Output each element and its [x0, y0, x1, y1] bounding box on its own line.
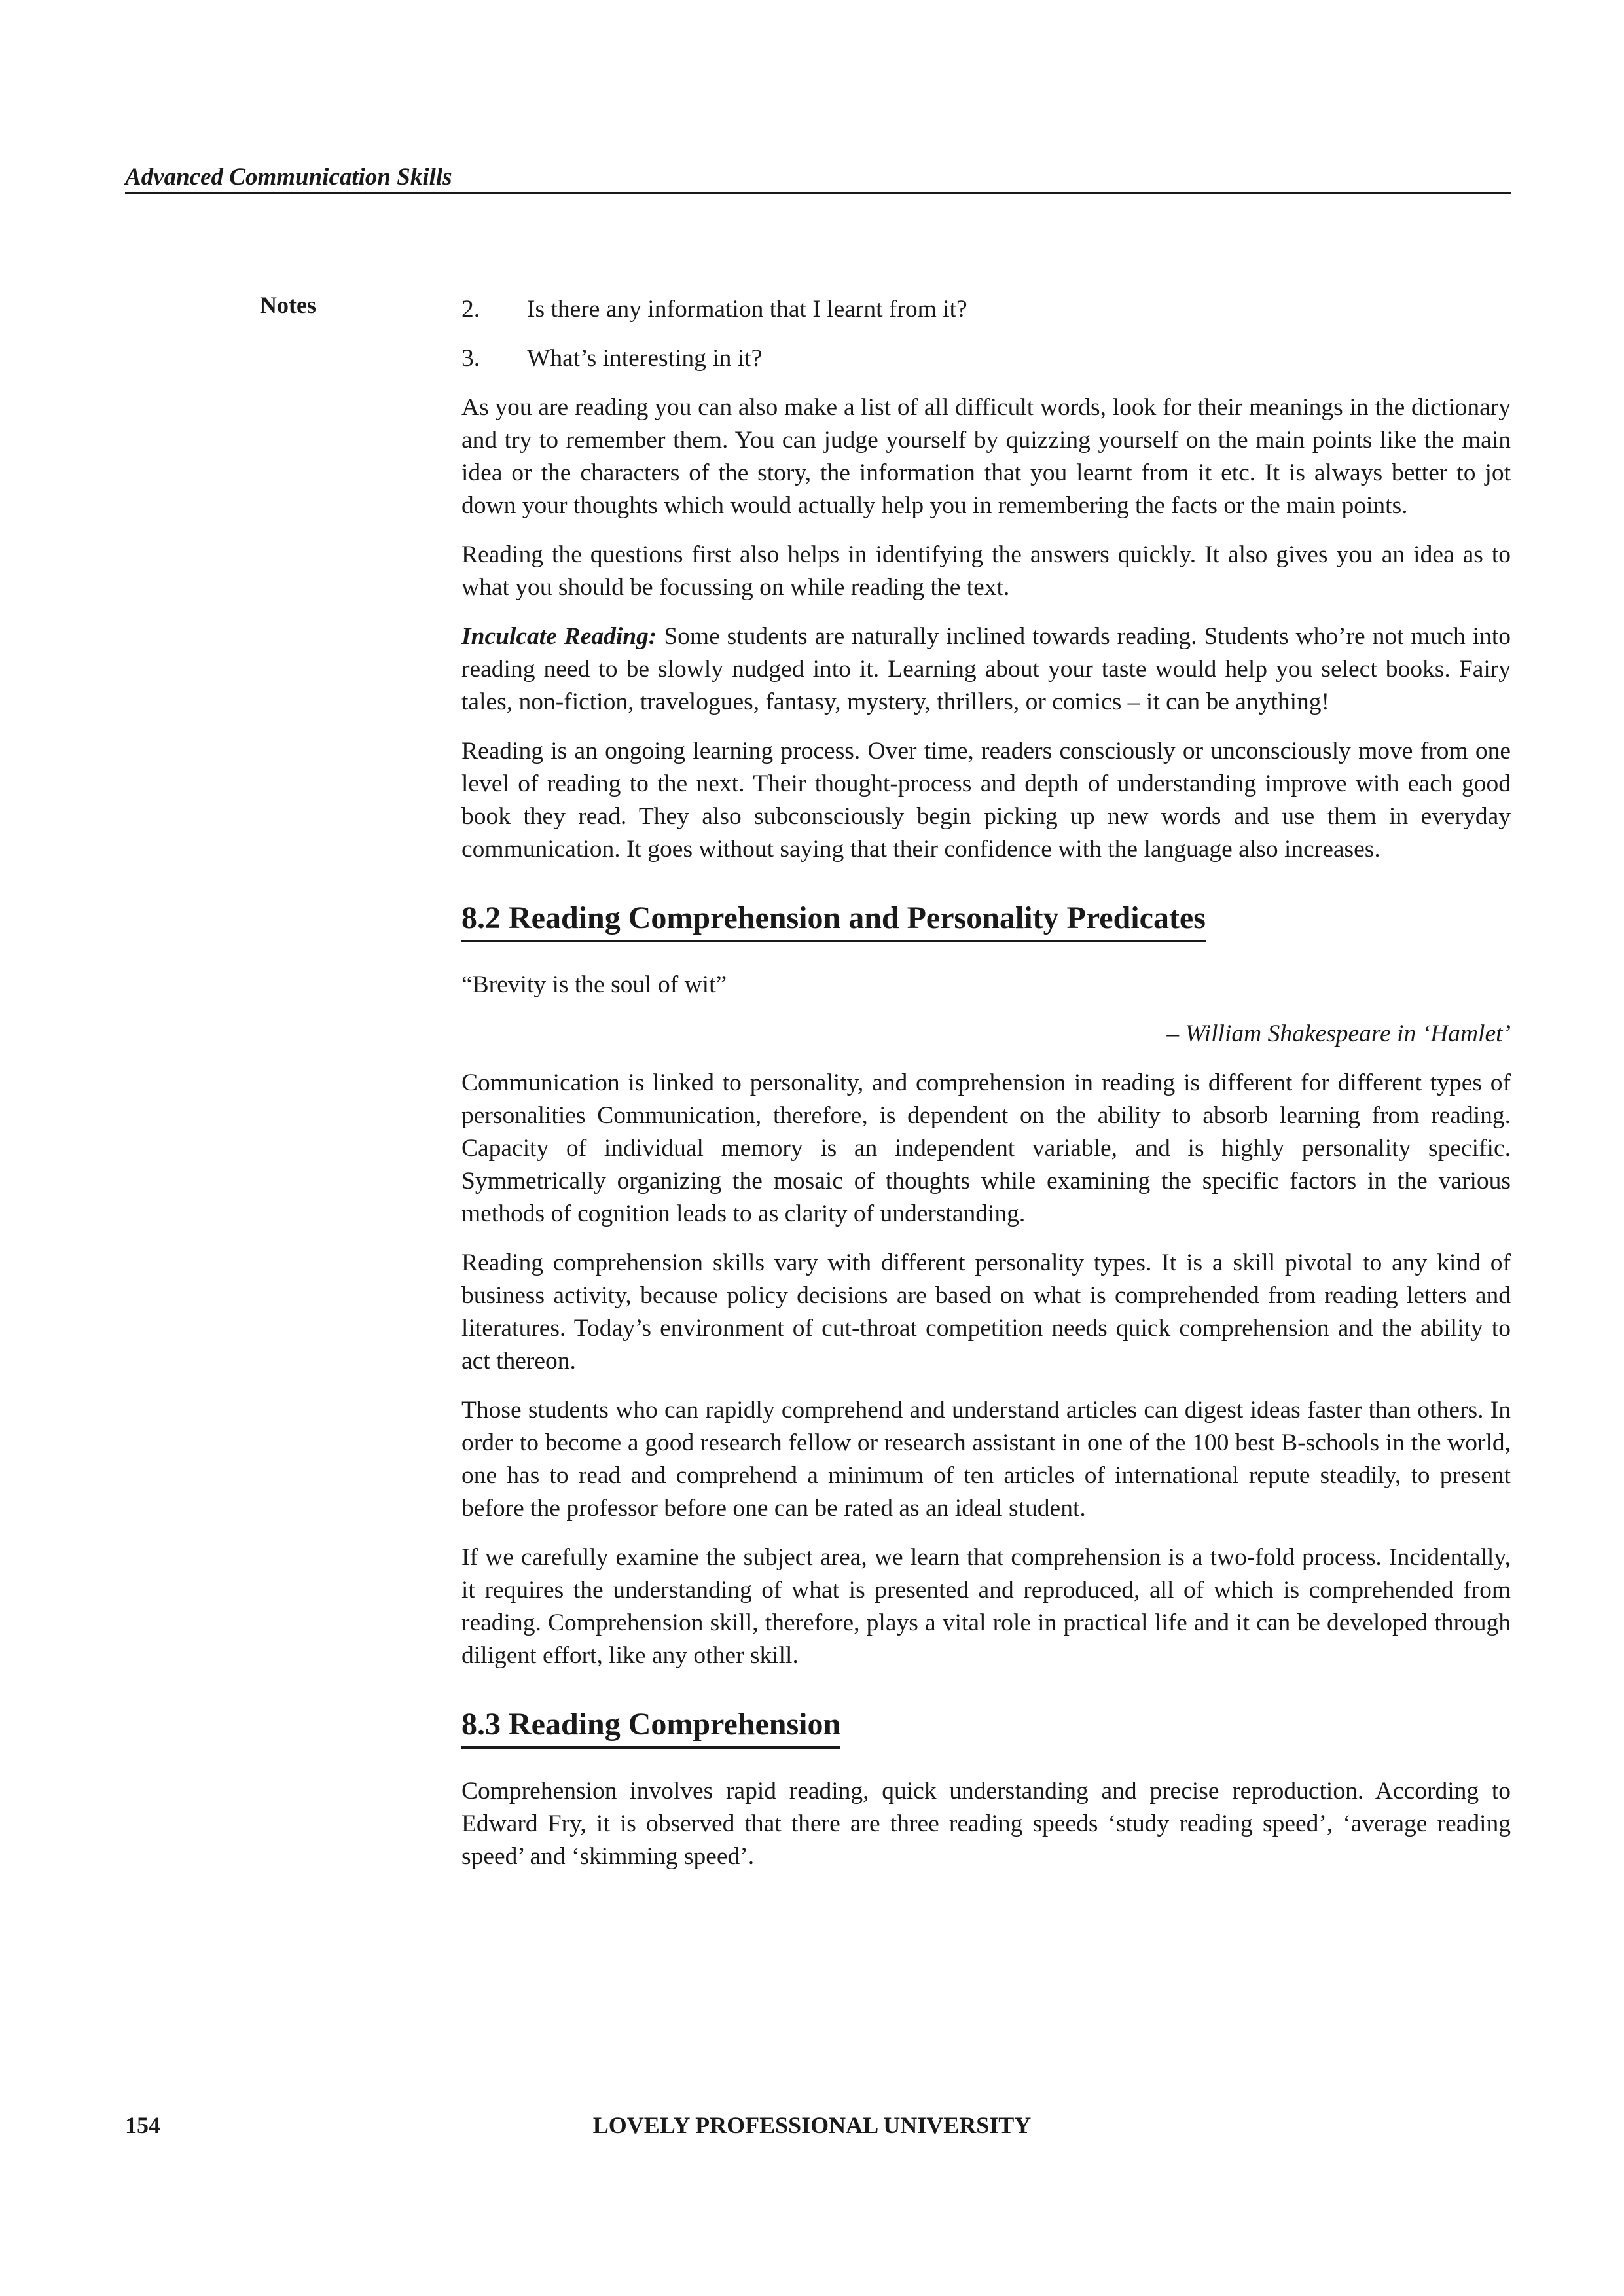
footer-university-name: LOVELY PROFESSIONAL UNIVERSITY — [592, 2112, 1032, 2138]
section-heading-8-2: 8.2 Reading Comprehension and Personality Predicates — [461, 899, 1206, 942]
running-header-title: Advanced Communication Skills — [125, 164, 452, 190]
header-rule — [125, 192, 1511, 194]
paragraph: Reading the questions first also helps in identifying the answers quickly. It also gives you an idea as to what you should be focussing on while reading the text. — [461, 541, 1511, 601]
epigraph-attribution: – William Shakespeare in ‘Hamlet’ — [1166, 1020, 1511, 1047]
paragraph: As you are reading you can also make a list of all difficult words, look for their meanings in the dictionary and try to remember them. You can judge yourself by quizzing yourself on the main points like the main idea or the characters of the story, the information that you learnt from it etc. It is always better to jot down your thoughts which would actually help you in remembering the facts or the main points. — [461, 394, 1511, 519]
notes-margin-label: Notes — [260, 292, 316, 318]
paragraph: Those students who can rapidly comprehend and understand articles can digest ideas faster than others. In order to become a good research fellow or research assistant in one of the 100 best B-schools in the world, one has to read and comprehend a minimum of ten articles of international repute steadily, to present before the professor before one can be rated as an ideal student. — [461, 1397, 1511, 1522]
paragraph: Reading comprehension skills vary with different personality types. It is a skill pivotal to any kind of business activity, because policy decisions are based on what is comprehended from reading letters and literatures. Today’s environment of cut-throat competition needs quick comprehension and the ability to act thereon. — [461, 1249, 1511, 1374]
paragraph: Reading is an ongoing learning process. Over time, readers consciously or unconsciously move from one level of reading to the next. Their thought-process and depth of understanding improve with each good book they read. They also subconsciously begin picking up new words and use them in everyday communication. It goes without saying that their confidence with the language also increases. — [461, 738, 1511, 863]
main-content — [461, 293, 1511, 1890]
list-item-number: 2. — [461, 296, 480, 323]
page-number: 154 — [125, 2112, 160, 2138]
paragraph: Communication is linked to personality, and comprehension in reading is different for different types of personalities Communication, therefore, is dependent on the ability to absorb learning from reading. Capacity of individual memory is an independent variable, and is highly personality specific. Symmetrically organizing the mosaic of thoughts while examining the specific factors in the various methods of cognition leads to as clarity of understanding. — [461, 1069, 1511, 1227]
paragraph-lead-term: Inculcate Reading: — [461, 623, 657, 650]
paragraph-body: Some students are naturally inclined towards reading. Students who’re not much into reading need to be slowly nudged into it. Learning about your taste would help you select books. Fairy tales, non-fiction, travelogues, fantasy, mystery, thrillers, or comics – it can be anything! — [461, 623, 1511, 715]
epigraph-quote: “Brevity is the soul of wit” — [461, 971, 727, 998]
list-item — [461, 293, 1511, 326]
list-item-text: What’s interesting in it? — [527, 345, 763, 372]
paragraph: Comprehension involves rapid reading, quick understanding and precise reproduction. According to Edward Fry, it is observed that there are three reading speeds ‘study reading speed’, ‘average reading speed’ and ‘skimming speed’. — [461, 1778, 1511, 1870]
paragraph: If we carefully examine the subject area, we learn that comprehension is a two-fold process. Incidentally, it requires the understanding of what is presented and reproduced, all of which is comprehended from reading. Comprehension skill, therefore, plays a vital role in practical life and it can be developed through diligent effort, like any other skill. — [461, 1544, 1511, 1669]
list-item-text: Is there any information that I learnt from it? — [527, 296, 967, 323]
list-item-number: 3. — [461, 345, 480, 372]
list-item — [461, 342, 1511, 375]
paragraph — [461, 620, 1511, 719]
section-heading-8-3: 8.3 Reading Comprehension — [461, 1705, 840, 1749]
